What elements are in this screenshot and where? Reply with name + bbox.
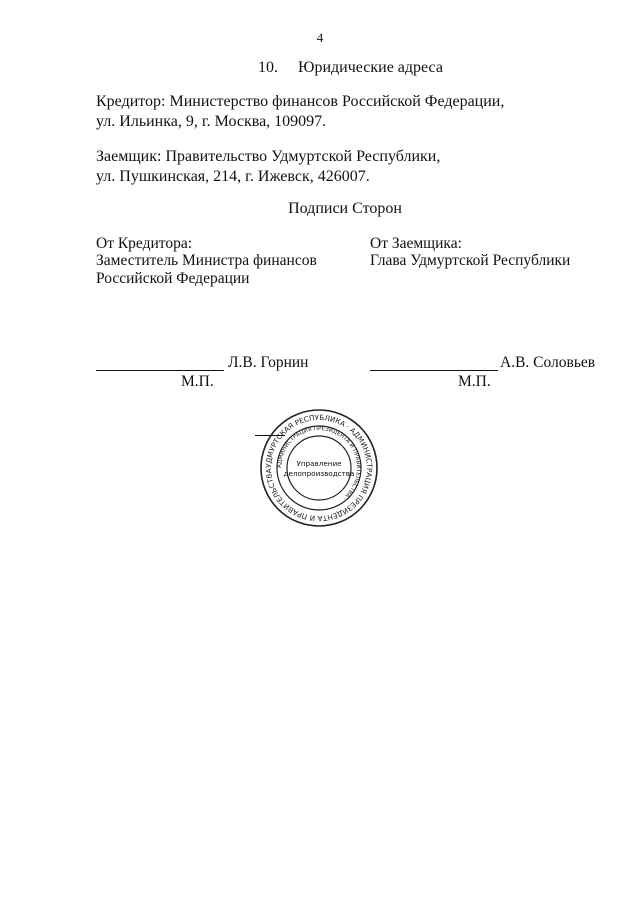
official-stamp — [258, 407, 380, 529]
stamp-center-line-2: делопроизводства — [283, 469, 355, 478]
stamp-inner-circle — [287, 436, 351, 500]
borrower-position-line-1: Глава Удмуртской Республики — [370, 252, 571, 269]
creditor-line-1: Кредитор: Министерство финансов Российской Федерации, — [96, 93, 505, 110]
page-number: 4 — [316, 30, 324, 45]
signatures-heading: Подписи Сторон — [288, 200, 402, 217]
creditor-signer-name: Л.В. Горнин — [228, 354, 309, 371]
creditor-position-line-1: Заместитель Министра финансов — [96, 252, 317, 269]
borrower-signer-name: А.В. Соловьев — [500, 354, 596, 371]
creditor-signature-line — [96, 370, 224, 371]
stamp-center-line-1: Управление — [296, 459, 342, 468]
section-number: 10. — [258, 59, 278, 76]
borrower-line-2: ул. Пушкинская, 214, г. Ижевск, 426007. — [96, 168, 370, 185]
stamp-outer-text: УДМУРТСКАЯ РЕСПУБЛИКА · АДМИНИСТРАЦИЯ ПРЕЗИДЕНТА И ПРАВИТЕЛЬСТВА — [263, 412, 375, 524]
borrower-line-1: Заемщик: Правительство Удмуртской Республики, — [96, 148, 441, 165]
creditor-position-line-2: Российской Федерации — [96, 270, 250, 287]
creditor-from-label: От Кредитора: — [96, 235, 193, 252]
borrower-from-label: От Заемщика: — [370, 235, 462, 252]
borrower-seal-place: М.П. — [458, 373, 491, 390]
creditor-line-2: ул. Ильинка, 9, г. Москва, 109097. — [96, 113, 327, 130]
creditor-seal-place: М.П. — [181, 373, 214, 390]
section-title: Юридические адреса — [298, 59, 443, 76]
borrower-signature-line — [370, 370, 498, 371]
stamp-inner-text: АДМИНИСТРАЦИЯ ПРЕЗИДЕНТА И ПРАВИТЕЛЬСТВА · — [276, 425, 362, 501]
